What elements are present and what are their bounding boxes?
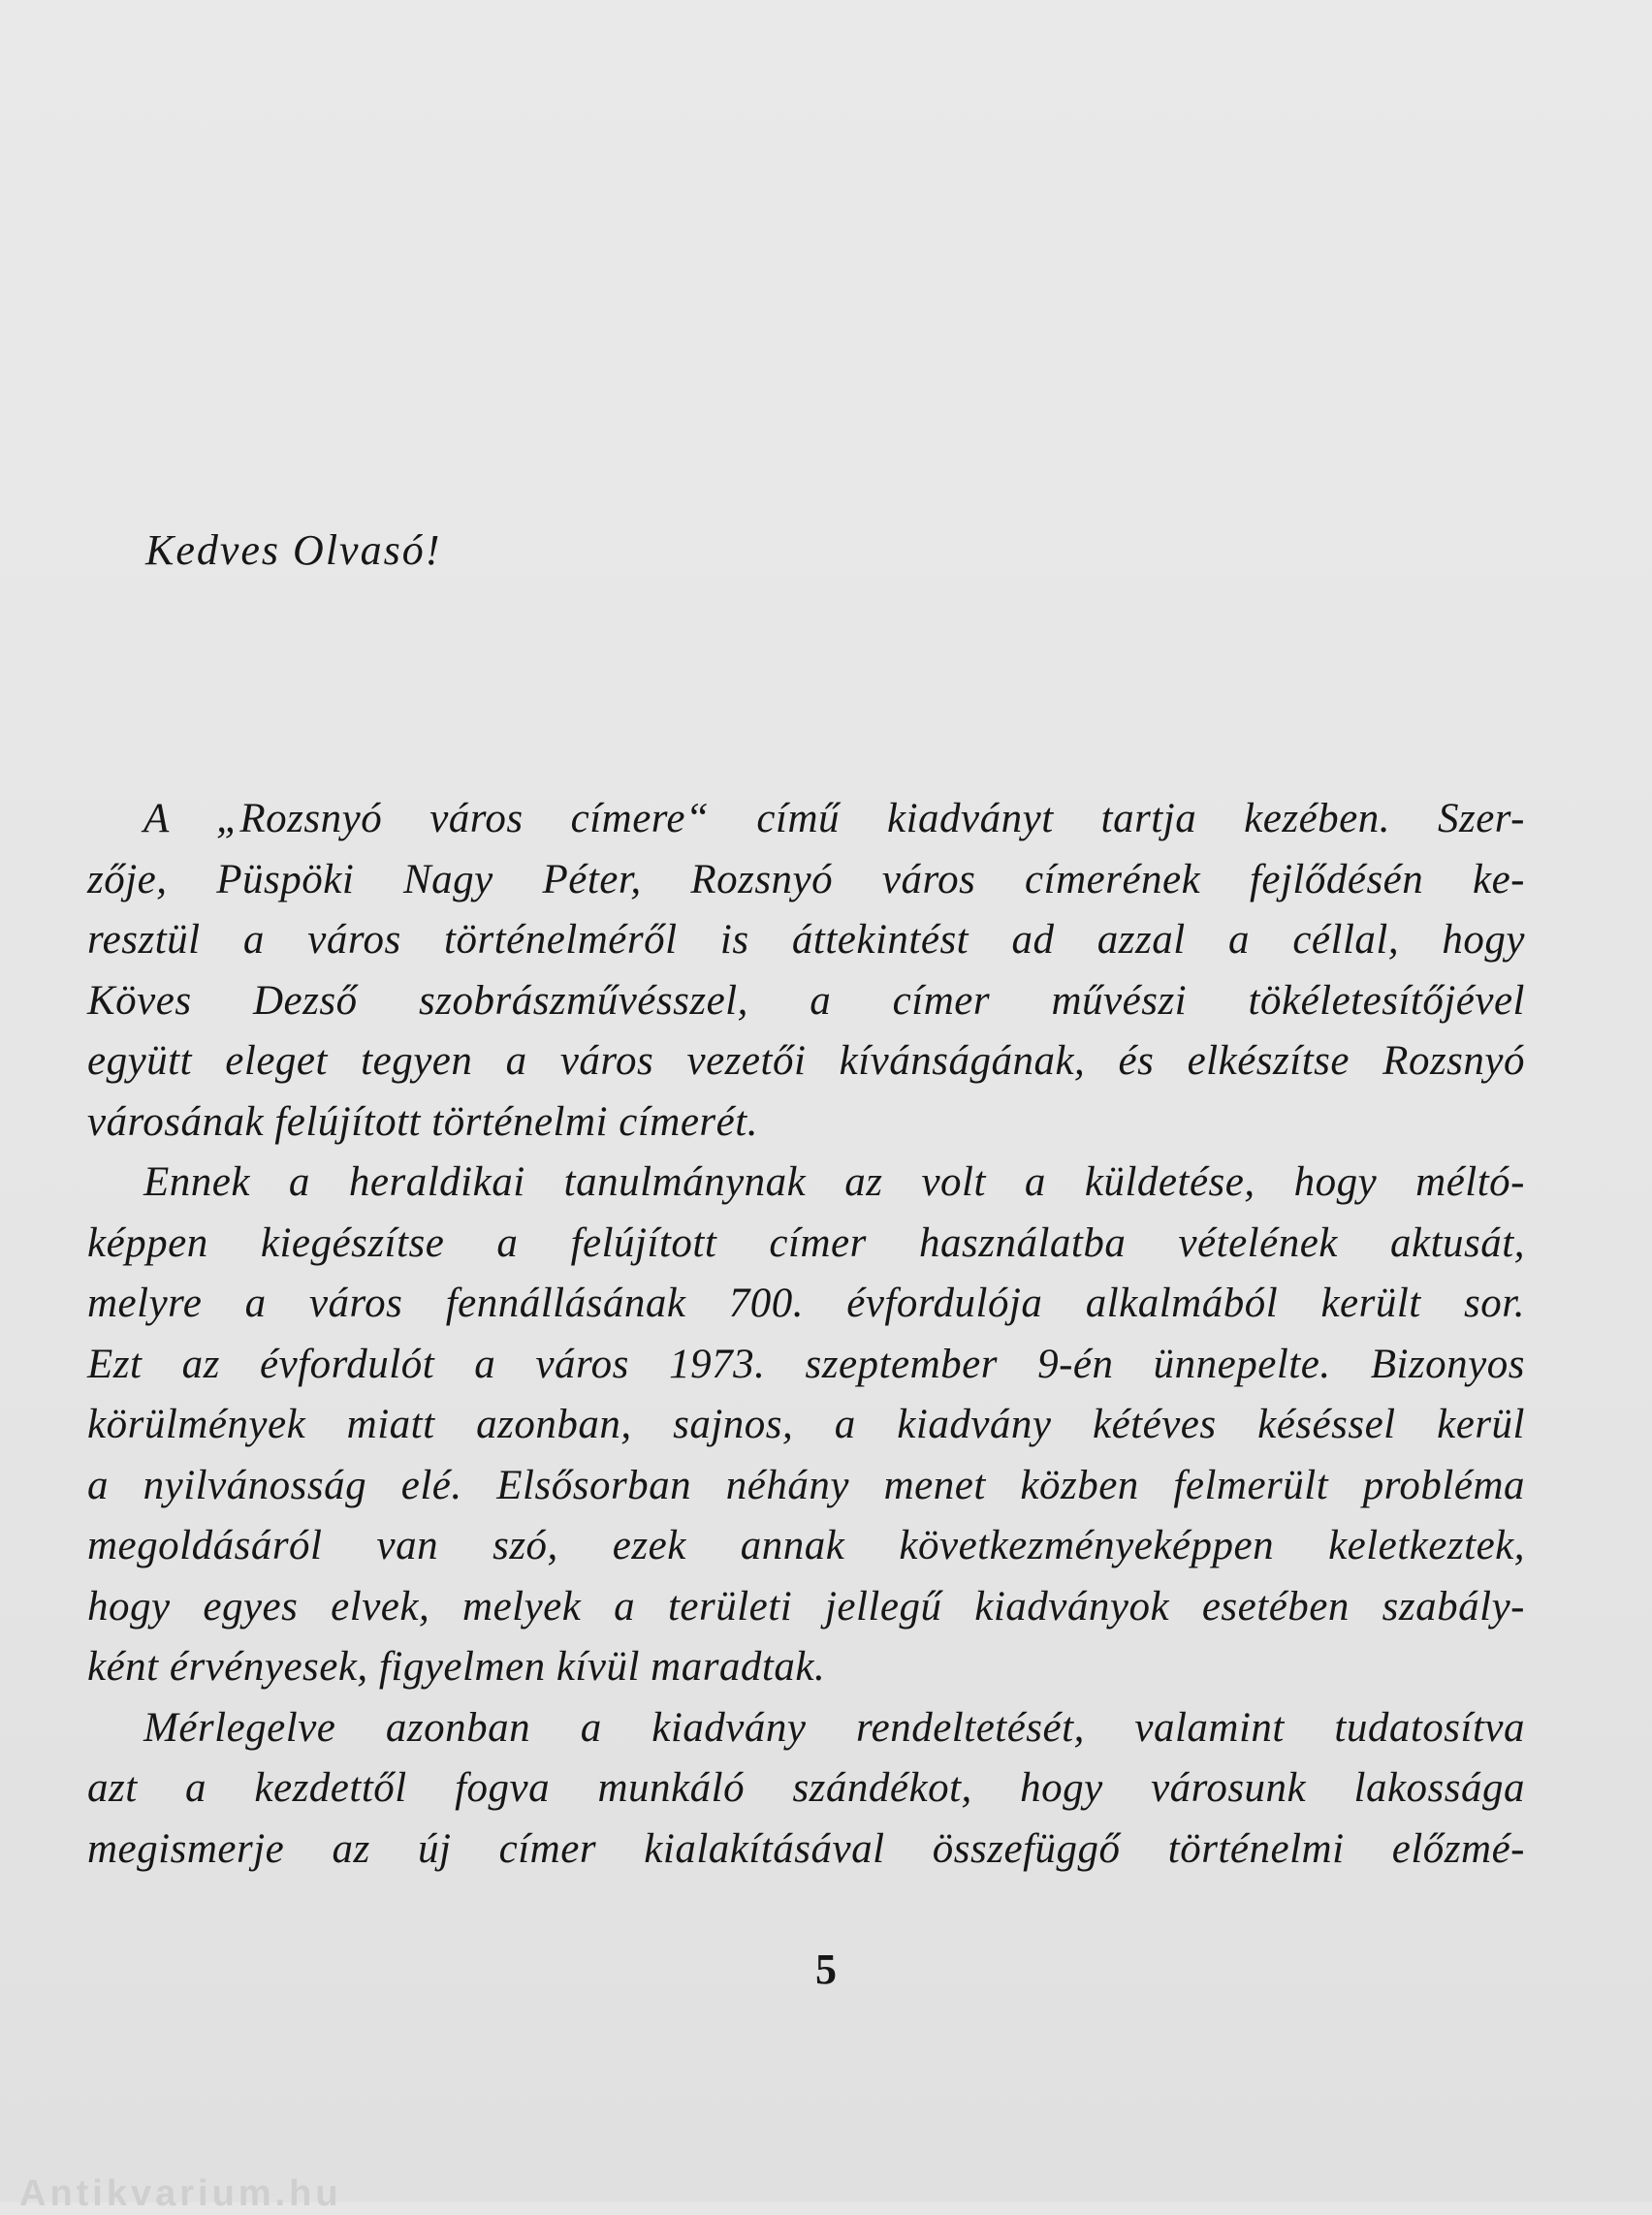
paragraph-3-line: Mérlegelve azonban a kiadvány rendeltetését, valamint tudatosítva [143, 1704, 1525, 1751]
paragraph-1-line: Köves Dezső szobrászművésszel, a címer művészi tökéletesítőjével [87, 977, 1525, 1024]
salutation: Kedves Olvasó! [145, 526, 442, 574]
paragraph-3-line: azt a kezdettől fogva munkáló szándékot, hogy városunk lakossága [87, 1765, 1525, 1811]
paragraph-1-line: A „Rozsnyó város címere“ című kiadványt tartja kezében. Szer- [143, 796, 1525, 841]
body-text [87, 789, 1525, 1880]
paragraph-2-line: megoldásáról van szó, ezek annak következményeképpen keletkeztek, [87, 1523, 1525, 1568]
paragraph-2-line: körülmények miatt azonban, sajnos, a kiadvány kétéves késéssel kerül [87, 1402, 1525, 1447]
page-number: 5 [815, 1946, 837, 1993]
watermark: Antikvarium.hu [19, 2173, 342, 2214]
paragraph-2-line: hogy egyes elvek, melyek a területi jellegű kiadványok esetében szabály- [87, 1583, 1525, 1630]
paragraph-1-line: városának felújított történelmi címerét. [87, 1098, 758, 1145]
paragraph-2-line: Ennek a heraldikai tanulmánynak az volt a küldetése, hogy méltó- [143, 1159, 1525, 1205]
paragraph-2-line: melyre a város fennállásának 700. évfordulója alkalmából került sor. [87, 1281, 1525, 1326]
paragraph-1-line: resztül a város történelméről is áttekintést ad azzal a céllal, hogy [87, 917, 1525, 963]
paragraph-2-line: képpen kiegészítse a felújított címer használatba vételének aktusát, [87, 1219, 1525, 1266]
paragraph-1-line: zője, Püspöki Nagy Péter, Rozsnyó város címerének fejlődésén ke- [87, 856, 1525, 902]
paragraph-2-line: a nyilvánosság elé. Elsősorban néhány menet közben felmerült probléma [87, 1462, 1525, 1508]
paragraph-2-line: ként érvényesek, figyelmen kívül maradtak. [87, 1644, 826, 1690]
paragraph-1-line: együtt eleget tegyen a város vezetői kívánságának, és elkészítse Rozsnyó [87, 1038, 1525, 1084]
paragraph-2-line: Ezt az évfordulót a város 1973. szeptember 9-én ünnepelte. Bizonyos [87, 1341, 1525, 1387]
paragraph-3-line: megismerje az új címer kialakításával összefüggő történelmi előzmé- [87, 1825, 1525, 1872]
